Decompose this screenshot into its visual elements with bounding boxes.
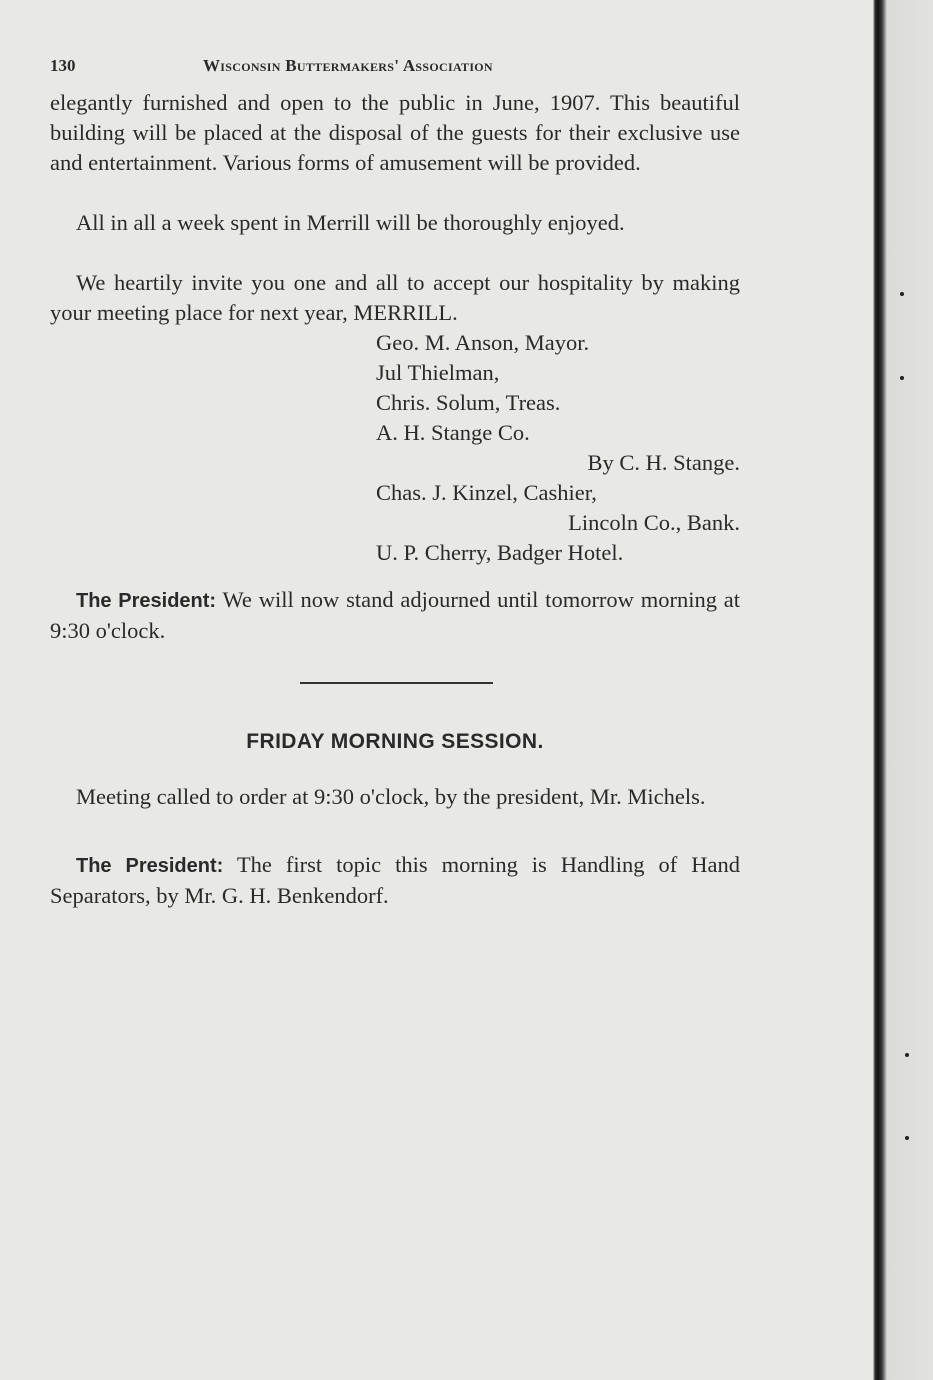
running-head	[50, 56, 740, 80]
paragraph-week-in-merrill: All in all a week spent in Merrill will be thoroughly enjoyed.	[76, 210, 625, 235]
binding-speck	[900, 376, 904, 380]
first-topic-text: The first topic this morning is Handling of Hand Separators, by Mr. G. H. Benkendorf.	[50, 852, 741, 908]
binding-speck	[900, 292, 904, 296]
signature-line: Chris. Solum, Treas.	[376, 390, 561, 415]
session-heading: FRIDAY MORNING SESSION.	[246, 730, 544, 753]
paragraph-adjourn	[50, 585, 740, 646]
paragraph-building: elegantly furnished and open to the public in June, 1907. This beautiful building will be placed at the disposal of the guests for their exclusive use and entertainment. Various forms of amusement will be provided.	[50, 90, 740, 175]
section-divider	[300, 682, 493, 684]
binding-speck	[905, 1136, 909, 1140]
paragraph-call-to-order: Meeting called to order at 9:30 o'clock, by the president, Mr. Michels.	[76, 784, 706, 809]
binding-speck	[905, 1053, 909, 1057]
signature-line: Chas. J. Kinzel, Cashier,	[376, 480, 597, 505]
signature-line: A. H. Stange Co.	[376, 420, 530, 445]
signature-line: Jul Thielman,	[376, 360, 500, 385]
page-number: 130	[50, 56, 76, 75]
signature-line: U. P. Cherry, Badger Hotel.	[376, 540, 624, 565]
paragraph-first-topic	[50, 850, 740, 911]
binding-gutter	[873, 0, 933, 1380]
adjourn-text: We will now stand adjourned until tomorrow morning at 9:30 o'clock.	[50, 587, 741, 643]
signature-line: By C. H. Stange.	[587, 450, 740, 475]
speaker-label: The President:	[76, 590, 217, 612]
speaker-label: The President:	[76, 855, 224, 877]
paragraph-invitation: We heartily invite you one and all to accept our hospitality by making your meeting place for next year, MERRILL.	[50, 270, 740, 325]
journal-title: Wisconsin Buttermakers' Association	[203, 56, 493, 75]
signature-line: Geo. M. Anson, Mayor.	[376, 330, 590, 355]
signature-line: Lincoln Co., Bank.	[568, 510, 740, 535]
